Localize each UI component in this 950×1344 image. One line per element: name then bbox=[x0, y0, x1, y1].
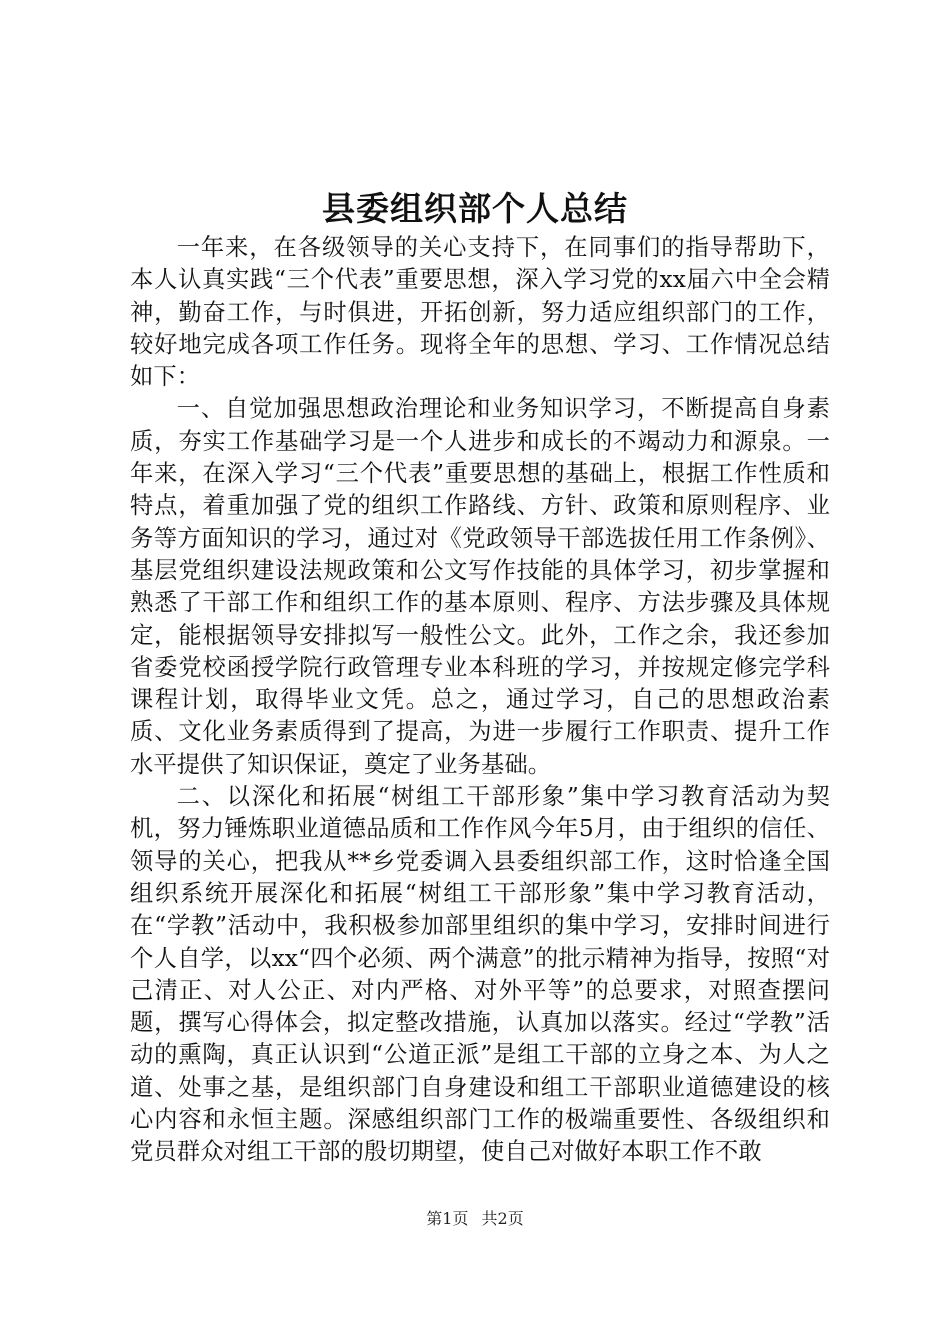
paragraph-section-two: 二、以深化和拓展“树组工干部形象”集中学习教育活动为契机，努力锤炼职业道德品质和工作作风今年5月，由于组织的信任、领导的关心，把我从**乡党委调入县委组织部工作，这时恰逢全国组织系统开展深化和拓展“树组工干部形象”集中学习教育活动，在“学教”活动中，我积极参加部里组织的集中学习，安排时间进行个人自学，以xx“四个必须、两个满意”的批示精神为指导，按照“对己清正、对人公正、对内严格、对外平等”的总要求，对照查摆问题，撰写心得体会，拟定整改措施，认真加以落实。经过“学教”活动的熏陶，真正认识到“公道正派”是组工干部的立身之本、为人之道、处事之基，是组织部门自身建设和组工干部职业道德建设的核心内容和永恒主题。深感组织部门工作的极端重要性、各级组织和党员群众对组工干部的殷切期望，使自己对做好本职工作不敢 bbox=[130, 783, 830, 1166]
document-body bbox=[130, 232, 830, 1169]
paragraph-section-one: 一、自觉加强思想政治理论和业务知识学习，不断提高自身素质，夯实工作基础学习是一个人进步和成长的不竭动力和源泉。一年来，在深入学习“三个代表”重要思想的基础上，根据工作性质和特点，着重加强了党的组织工作路线、方针、政策和原则程序、业务等方面知识的学习，通过对《党政领导干部选拔任用工作条例》、基层党组织建设法规政策和公文写作技能的具体学习，初步掌握和熟悉了干部工作和组织工作的基本原则、程序、方法步骤及具体规定，能根据领导安排拟写一般性公文。此外，工作之余，我还参加省委党校函授学院行政管理专业本科班的学习，并按规定修完学科课程计划，取得毕业文凭。总之，通过学习，自己的思想政治素质、文化业务素质得到了提高，为进一步履行工作职责、提升工作水平提供了知识保证，奠定了业务基础。 bbox=[130, 395, 830, 778]
page-total: 共2页 bbox=[481, 1209, 524, 1228]
document-title: 县委组织部个人总结 bbox=[322, 189, 628, 228]
paragraph-intro: 一年来，在各级领导的关心支持下，在同事们的指导帮助下，本人认真实践“三个代表”重要思想，深入学习党的xx届六中全会精神，勤奋工作，与时俱进，开拓创新，努力适应组织部门的工作，较好地完成各项工作任务。现将全年的思想、学习、工作情况总结如下： bbox=[130, 234, 830, 391]
page-number: 第1页 bbox=[426, 1209, 469, 1228]
page-footer bbox=[0, 1208, 950, 1230]
